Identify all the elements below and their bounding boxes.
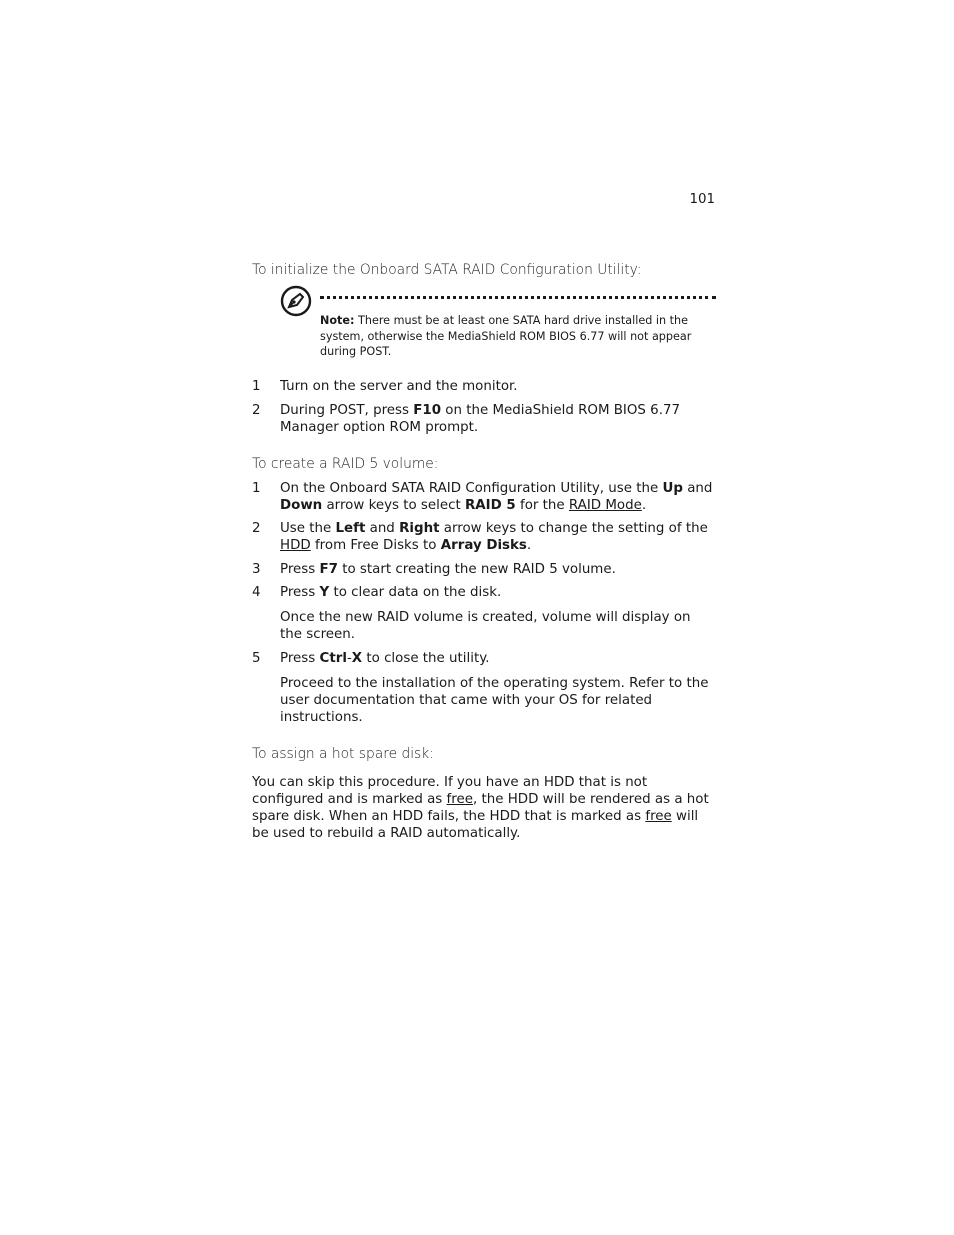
step-text: On the Onboard SATA RAID Configuration Utility, use the Up and Down arrow keys to select RAID 5 for the RAID Mode. <box>280 481 713 513</box>
step-note-paragraph: Once the new RAID volume is created, volume will display on the screen. <box>280 610 691 642</box>
note-body: There must be at least one SATA hard drive installed in the system, otherwise the MediaShield ROM BIOS 6.77 will not appear during POST. <box>320 314 692 358</box>
note-icon <box>280 285 312 317</box>
init-heading: To initialize the Onboard SATA RAID Configuration Utility: <box>252 262 642 278</box>
note-label: Note: <box>320 314 355 327</box>
step-text: Press Y to clear data on the disk. <box>280 585 502 600</box>
step-text: Press F7 to start creating the new RAID 5 volume. <box>280 562 616 577</box>
step-number: 2 <box>252 521 261 536</box>
step-number: 5 <box>252 651 261 666</box>
step-number: 1 <box>252 481 261 496</box>
step-number: 2 <box>252 403 261 418</box>
page-number: 101 <box>689 192 715 207</box>
step-number: 3 <box>252 562 261 577</box>
step-text: Press Ctrl-X to close the utility. <box>280 651 490 666</box>
hotspare-heading: To assign a hot spare disk: <box>252 746 434 762</box>
step-text: Turn on the server and the monitor. <box>280 379 518 394</box>
step-number: 1 <box>252 379 261 394</box>
note-divider <box>320 296 716 299</box>
step-text: During POST, press F10 on the MediaShield ROM BIOS 6.77 Manager option ROM prompt. <box>280 403 680 435</box>
step-text: Use the Left and Right arrow keys to change the setting of the HDD from Free Disks to Array Disks. <box>280 521 708 553</box>
step-number: 4 <box>252 585 261 600</box>
raid5-heading: To create a RAID 5 volume: <box>252 456 439 472</box>
note-text <box>320 313 716 360</box>
step-note-paragraph: Proceed to the installation of the operating system. Refer to the user documentation that came with your OS for related instructions. <box>280 676 709 725</box>
hotspare-paragraph: You can skip this procedure. If you have an HDD that is not configured and is marked as free, the HDD will be rendered as a hot spare disk. When an HDD fails, the HDD that is marked as free will be used to rebuild a RAID automatically. <box>252 775 709 841</box>
